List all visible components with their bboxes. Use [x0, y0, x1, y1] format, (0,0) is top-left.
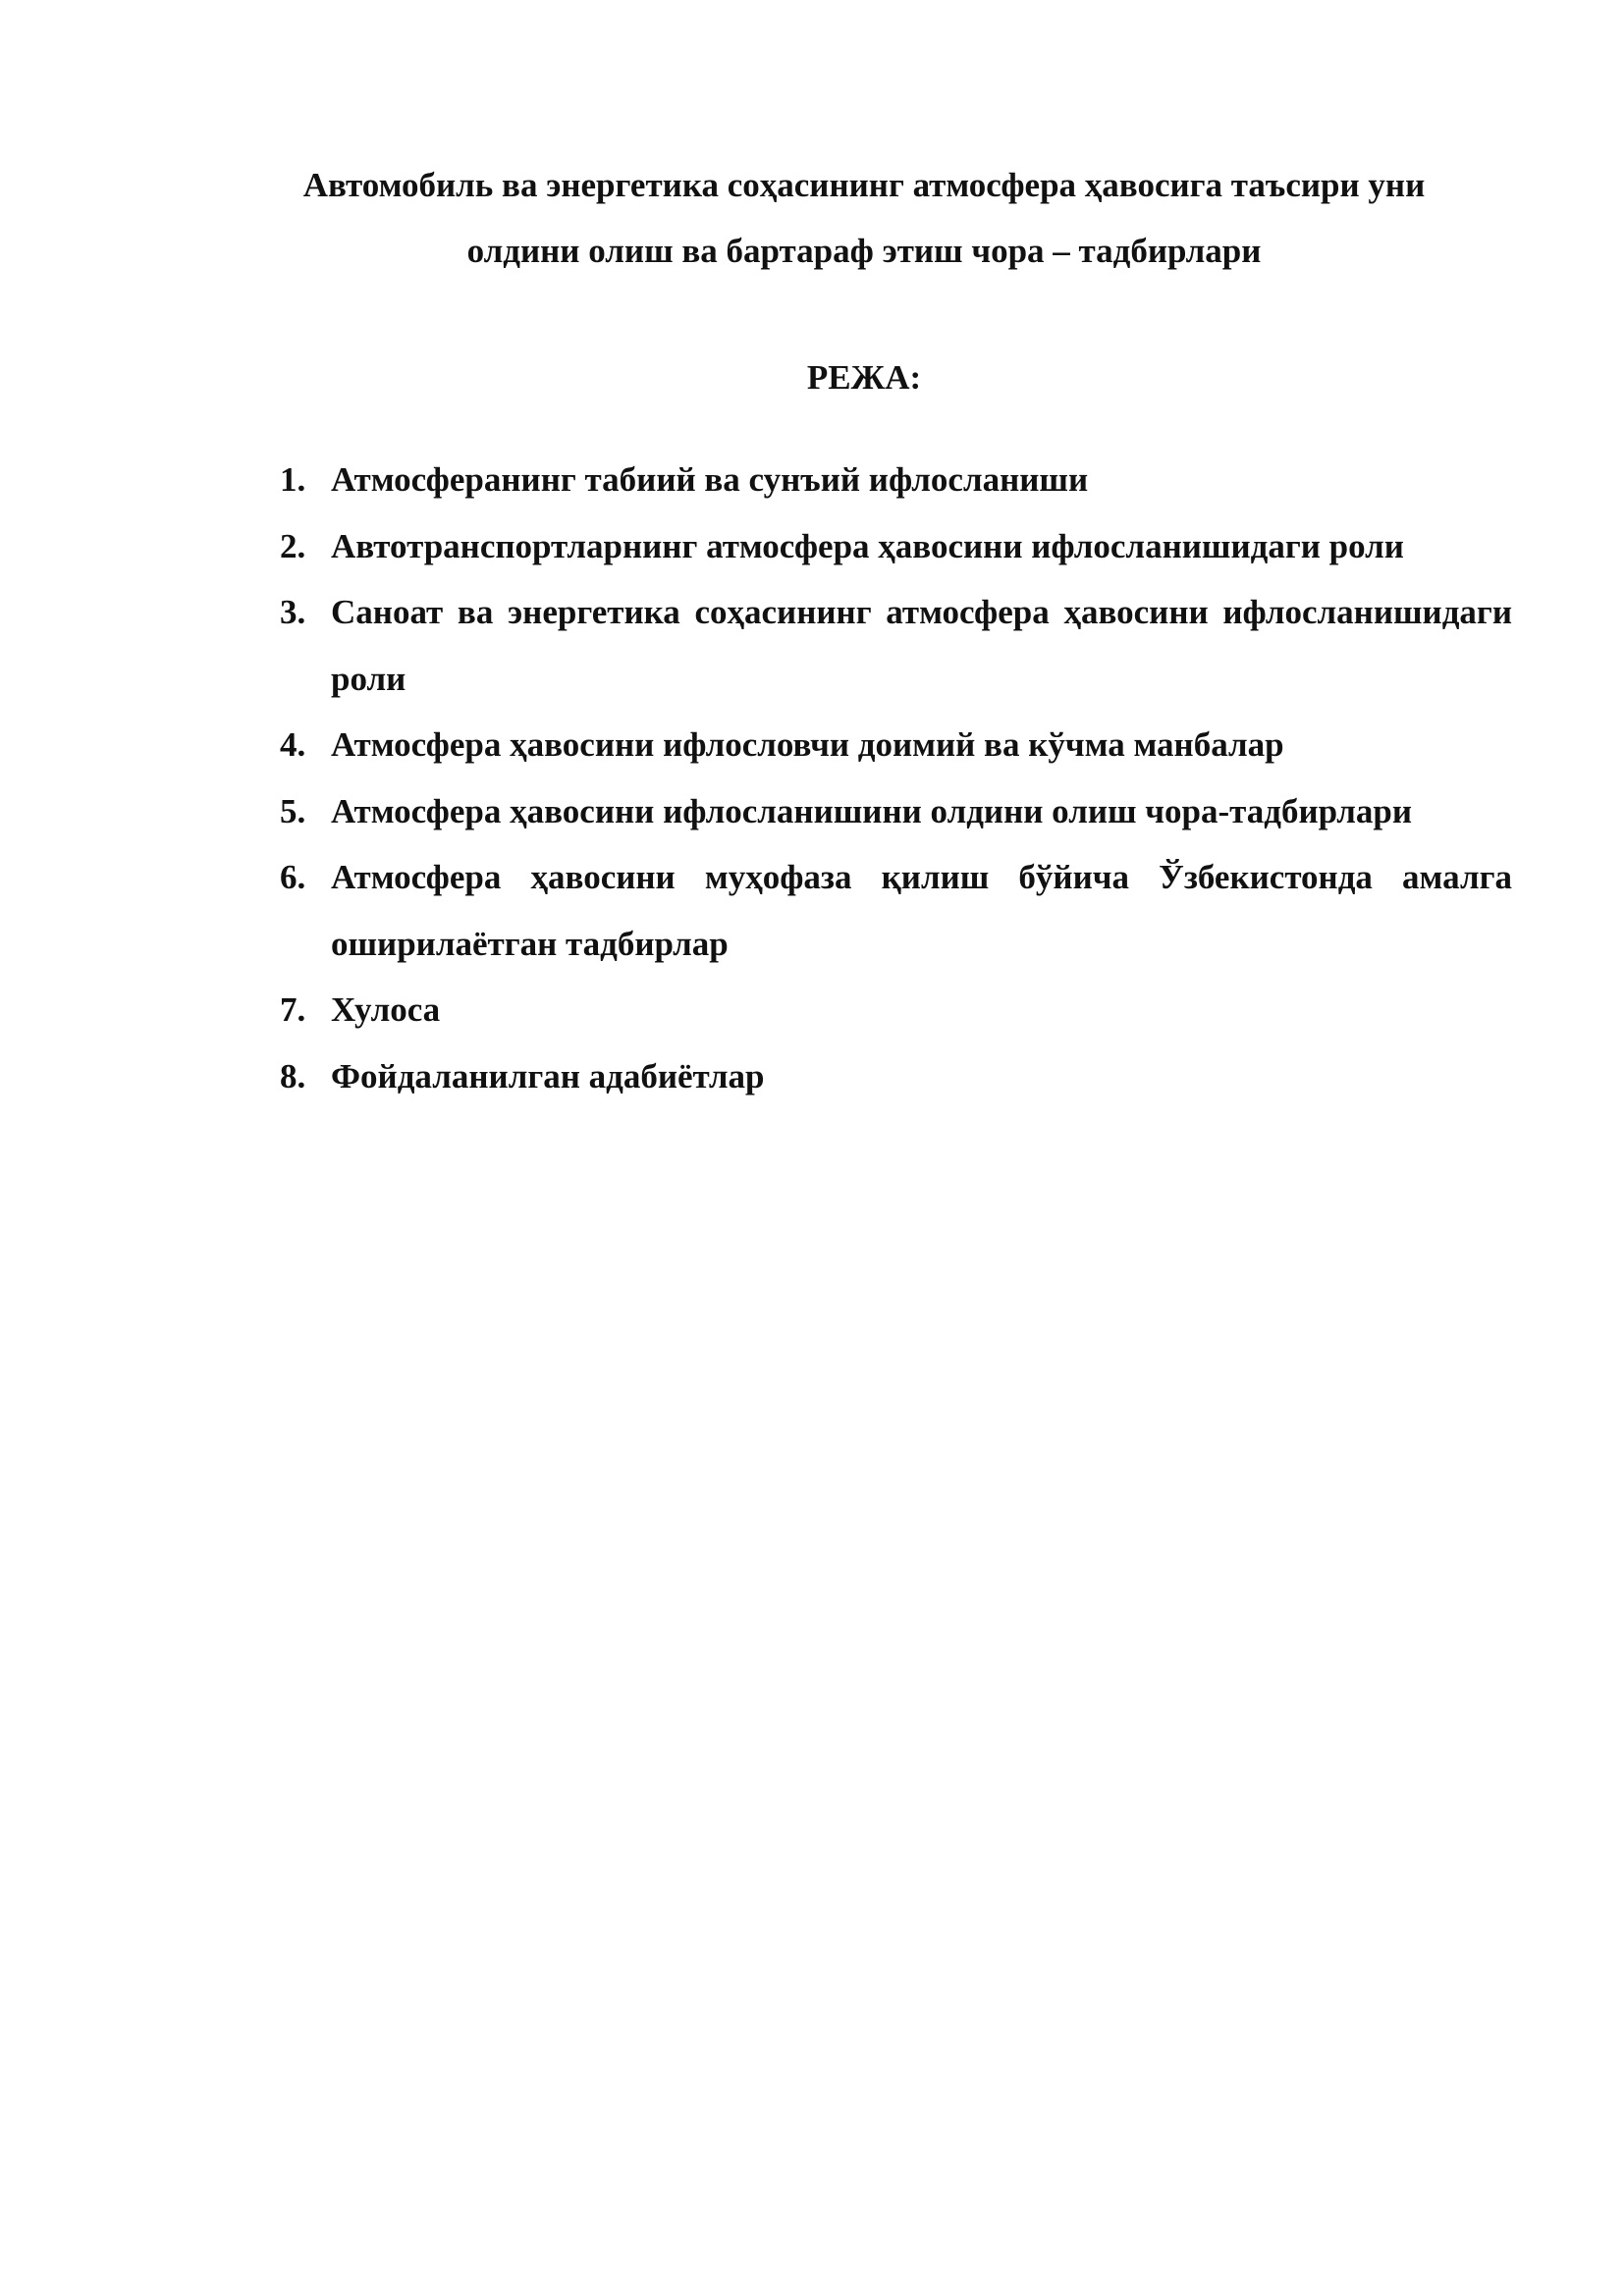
plan-item-text: Автотранспортларнинг атмосфера ҳавосини ифлосланишидаги роли	[331, 526, 1404, 565]
plan-heading: РЕЖА:	[806, 358, 922, 397]
plan-item-8	[275, 1043, 1512, 1110]
plan-item-1	[275, 447, 1512, 513]
plan-item-5	[275, 778, 1512, 845]
plan-item-text: Фойдаланилган адабиётлар	[331, 1056, 765, 1095]
plan-list	[275, 447, 1512, 1109]
plan-item-4	[275, 712, 1512, 778]
plan-item-number: 2.	[280, 526, 306, 565]
plan-item-number: 7.	[280, 990, 306, 1029]
plan-item-text: Атмосфера ҳавосини муҳофаза қилиш бўйича Ўзбекистонда амалга оширилаётган тадбирлар	[331, 858, 1512, 963]
plan-item-text: Саноат ва энергетика соҳасининг атмосфера ҳавосини ифлосланишидаги роли	[331, 593, 1512, 698]
plan-item-text: Атмосферанинг табиий ва сунъий ифлосланиши	[331, 460, 1089, 499]
plan-item-number: 3.	[280, 593, 306, 631]
document-title	[226, 152, 1502, 284]
plan-item-3	[275, 579, 1512, 712]
plan-item-text: Атмосфера ҳавосини ифлосланишини олдини олиш чора-тадбирлари	[331, 791, 1413, 830]
document-title-line-1: Автомобиль ва энергетика соҳасининг атмосфера ҳавосига таъсири уни	[302, 166, 1426, 204]
plan-item-number: 5.	[280, 791, 306, 830]
plan-item-7	[275, 977, 1512, 1043]
plan-item-number: 8.	[280, 1056, 306, 1095]
plan-item-number: 1.	[280, 460, 306, 499]
plan-item-text: Атмосфера ҳавосини ифлословчи доимий ва кўчма манбалар	[331, 725, 1284, 764]
plan-item-text: Хулоса	[331, 990, 441, 1029]
plan-item-2	[275, 513, 1512, 580]
plan-item-6	[275, 844, 1512, 977]
document-title-line-2: олдини олиш ва бартараф этиш чора – тадбирлари	[466, 232, 1262, 270]
plan-item-number: 4.	[280, 725, 306, 764]
plan-item-number: 6.	[280, 858, 306, 896]
